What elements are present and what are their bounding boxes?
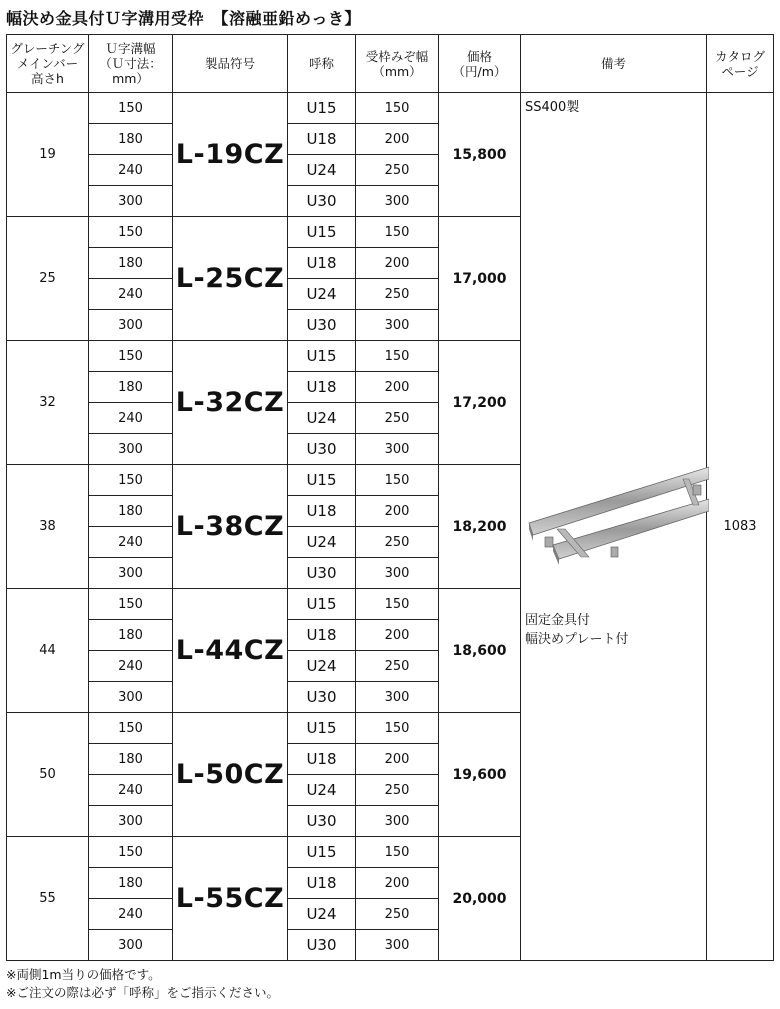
nominal-cell: U30 [288, 806, 356, 837]
frame-width-cell: 300 [356, 310, 439, 341]
u-width-cell: 240 [89, 155, 173, 186]
price-cell: 20,000 [439, 837, 521, 961]
nominal-cell: U24 [288, 527, 356, 558]
nominal-cell: U30 [288, 930, 356, 961]
u-width-cell: 150 [89, 217, 173, 248]
product-code-cell: L-32CZ [173, 341, 288, 465]
product-code-cell: L-38CZ [173, 465, 288, 589]
header-line: 製品符号 [204, 56, 255, 71]
u-width-cell: 240 [89, 279, 173, 310]
price-cell: 18,200 [439, 465, 521, 589]
nominal-cell: U30 [288, 434, 356, 465]
remarks-material: SS400製 [525, 100, 580, 115]
price-cell: 17,000 [439, 217, 521, 341]
frame-width-cell: 200 [356, 868, 439, 899]
footnote-price-basis: ※両側1m当りの価格です。 [6, 967, 161, 982]
frame-width-cell: 250 [356, 527, 439, 558]
frame-width-cell: 200 [356, 248, 439, 279]
u-width-cell: 180 [89, 868, 173, 899]
frame-width-cell: 150 [356, 465, 439, 496]
footnotes [6, 966, 279, 1002]
nominal-cell: U24 [288, 899, 356, 930]
u-width-cell: 240 [89, 527, 173, 558]
nominal-cell: U30 [288, 186, 356, 217]
price-cell: 17,200 [439, 341, 521, 465]
frame-width-cell: 150 [356, 713, 439, 744]
u-width-cell: 300 [89, 930, 173, 961]
header-frame-width [356, 35, 439, 93]
header-line: カタログ [714, 48, 765, 64]
nominal-cell: U18 [288, 248, 356, 279]
price-cell: 19,600 [439, 713, 521, 837]
price-table [6, 34, 774, 961]
u-width-cell: 300 [89, 806, 173, 837]
header-remarks [521, 35, 707, 93]
frame-width-cell: 200 [356, 124, 439, 155]
u-width-cell: 240 [89, 651, 173, 682]
header-catalog-page [707, 35, 774, 93]
product-code-cell: L-44CZ [173, 589, 288, 713]
header-line: （円/m） [452, 63, 507, 79]
header-line: 呼称 [308, 56, 334, 71]
nominal-cell: U15 [288, 837, 356, 868]
header-line: （mm） [372, 63, 422, 79]
grating-height-cell: 44 [7, 589, 89, 713]
u-width-cell: 150 [89, 713, 173, 744]
nominal-cell: U15 [288, 465, 356, 496]
frame-width-cell: 150 [356, 837, 439, 868]
u-width-cell: 180 [89, 248, 173, 279]
frame-width-cell: 300 [356, 682, 439, 713]
header-line: ページ [721, 63, 759, 79]
grating-height-cell: 55 [7, 837, 89, 961]
grating-height-cell: 32 [7, 341, 89, 465]
frame-width-cell: 250 [356, 775, 439, 806]
remarks-cell [521, 93, 707, 961]
product-code-cell: L-50CZ [173, 713, 288, 837]
header-nominal [288, 35, 356, 93]
footnote-order-instruction: ※ご注文の際は必ず「呼称」をご指示ください。 [6, 985, 279, 1000]
product-code-cell: L-19CZ [173, 93, 288, 217]
frame-width-cell: 300 [356, 930, 439, 961]
nominal-cell: U24 [288, 651, 356, 682]
frame-width-cell: 250 [356, 279, 439, 310]
u-width-cell: 150 [89, 837, 173, 868]
u-width-cell: 300 [89, 310, 173, 341]
frame-width-cell: 200 [356, 372, 439, 403]
frame-width-cell: 150 [356, 341, 439, 372]
u-width-cell: 300 [89, 558, 173, 589]
product-code-cell: L-55CZ [173, 837, 288, 961]
u-width-cell: 150 [89, 465, 173, 496]
nominal-cell: U18 [288, 124, 356, 155]
u-width-cell: 150 [89, 93, 173, 124]
header-row [7, 35, 774, 93]
nominal-cell: U18 [288, 496, 356, 527]
header-line: メインバー [16, 56, 79, 71]
header-line: 受枠みぞ幅 [365, 48, 429, 64]
header-line: 高さh [31, 71, 64, 86]
header-u-width [89, 35, 173, 93]
nominal-cell: U18 [288, 868, 356, 899]
remarks-features [525, 611, 628, 649]
grating-height-cell: 38 [7, 465, 89, 589]
u-width-cell: 240 [89, 899, 173, 930]
frame-width-cell: 250 [356, 899, 439, 930]
grating-height-cell: 19 [7, 93, 89, 217]
u-width-cell: 240 [89, 403, 173, 434]
header-product-code [173, 35, 288, 93]
header-line: グレーチング [10, 41, 85, 56]
u-width-cell: 180 [89, 620, 173, 651]
nominal-cell: U15 [288, 589, 356, 620]
remarks-fixing-bracket: 固定金具付 [525, 613, 591, 628]
price-cell: 15,800 [439, 93, 521, 217]
price-cell: 18,600 [439, 589, 521, 713]
nominal-cell: U24 [288, 155, 356, 186]
table-body [7, 93, 774, 961]
frame-width-cell: 250 [356, 155, 439, 186]
nominal-cell: U30 [288, 558, 356, 589]
nominal-cell: U15 [288, 93, 356, 124]
nominal-cell: U18 [288, 620, 356, 651]
nominal-cell: U18 [288, 372, 356, 403]
nominal-cell: U24 [288, 775, 356, 806]
grating-height-cell: 50 [7, 713, 89, 837]
header-line: （Ｕ寸法：mm） [99, 56, 162, 86]
u-width-cell: 300 [89, 434, 173, 465]
u-width-cell: 180 [89, 744, 173, 775]
nominal-cell: U24 [288, 403, 356, 434]
remarks-width-plate: 幅決めプレート付 [525, 632, 629, 647]
header-price [439, 35, 521, 93]
page-title: 幅決め金具付Ｕ字溝用受枠 【溶融亜鉛めっき】 [6, 9, 361, 28]
frame-width-cell: 300 [356, 558, 439, 589]
u-width-cell: 180 [89, 496, 173, 527]
frame-width-cell: 200 [356, 744, 439, 775]
u-width-cell: 300 [89, 682, 173, 713]
frame-width-cell: 300 [356, 806, 439, 837]
frame-width-cell: 300 [356, 186, 439, 217]
nominal-cell: U30 [288, 682, 356, 713]
nominal-cell: U15 [288, 341, 356, 372]
u-width-cell: 150 [89, 589, 173, 620]
catalog-page-cell: 1083 [707, 93, 774, 961]
u-width-cell: 180 [89, 124, 173, 155]
u-width-cell: 300 [89, 186, 173, 217]
header-line: Ｕ字溝幅 [105, 41, 156, 56]
nominal-cell: U15 [288, 217, 356, 248]
u-width-cell: 180 [89, 372, 173, 403]
product-code-cell: L-25CZ [173, 217, 288, 341]
frame-width-cell: 150 [356, 589, 439, 620]
nominal-cell: U30 [288, 310, 356, 341]
header-grating-height [7, 35, 89, 93]
table-row [7, 93, 774, 124]
nominal-cell: U24 [288, 279, 356, 310]
frame-width-cell: 250 [356, 651, 439, 682]
frame-width-cell: 200 [356, 620, 439, 651]
u-width-cell: 240 [89, 775, 173, 806]
frame-width-cell: 150 [356, 93, 439, 124]
header-line: 価格 [466, 48, 492, 64]
frame-product-image [523, 465, 709, 577]
frame-width-cell: 200 [356, 496, 439, 527]
frame-width-cell: 150 [356, 217, 439, 248]
frame-width-cell: 250 [356, 403, 439, 434]
nominal-cell: U15 [288, 713, 356, 744]
frame-width-cell: 300 [356, 434, 439, 465]
nominal-cell: U18 [288, 744, 356, 775]
u-width-cell: 150 [89, 341, 173, 372]
header-line: 備考 [600, 56, 626, 71]
grating-height-cell: 25 [7, 217, 89, 341]
